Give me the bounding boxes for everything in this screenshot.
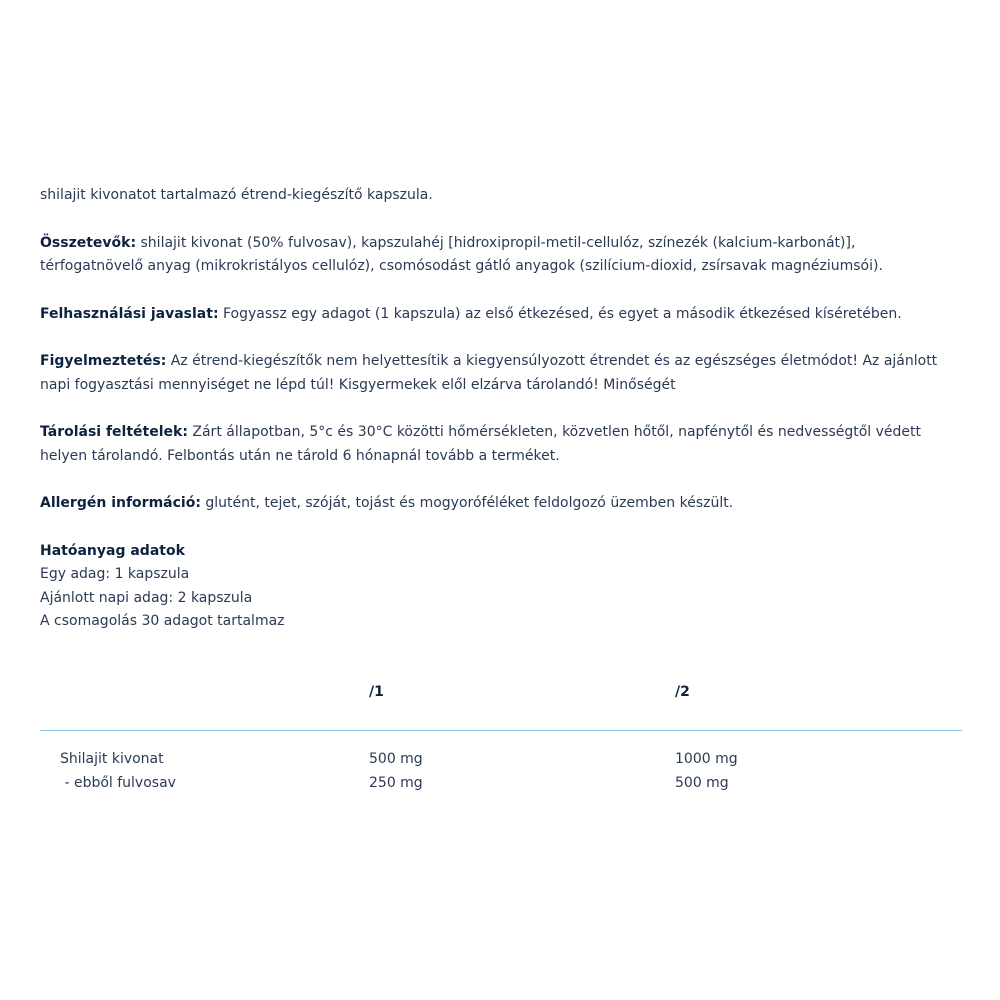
table-cell-ingredient: Shilajit kivonat <box>60 751 164 767</box>
active-ingredients-section <box>40 540 962 634</box>
usage-text: Fogyassz egy adagot (1 kapszula) az első étkezésed, és egyet a második étkezésed kíséretében. <box>218 305 902 322</box>
table-cell-per-1: 500 mg <box>369 751 423 767</box>
table-header <box>40 676 962 731</box>
storage-text: Zárt állapotban, 5°c és 30°C közötti hőmérsékleten, közvetlen hőtől, napfénytől és nedvességtől védett helyen tárolandó. Felbontás után ne tárold 6 hónapnál tovább a terméket. <box>40 424 922 464</box>
active-ingredients-heading: Hatóanyag adatok <box>40 542 185 559</box>
ingredients-label: Összetevők: <box>40 234 137 251</box>
table-body <box>40 731 962 798</box>
table-header-per-2: /2 <box>675 684 690 700</box>
allergen-section <box>40 492 962 516</box>
table-cell-ingredient: - ebből fulvosav <box>60 774 176 791</box>
usage-label: Felhasználási javaslat: <box>40 305 219 322</box>
storage-label: Tárolási feltételek: <box>40 424 188 440</box>
warning-text: Az étrend-kiegészítők nem helyettesítik a kiegyensúlyozott étrendet és az egészséges életmódot! Az ajánlott napi fogyasztási mennyiséget ne lépd túl! Kisgyermekek elől elzárva tárolandó! Minőségét <box>40 353 938 393</box>
table-cell-per-2: 500 mg <box>675 774 729 791</box>
usage-section <box>40 303 962 327</box>
ingredients-section <box>40 232 962 279</box>
daily-dose-line: Ajánlott napi adag: 2 kapszula <box>40 589 253 606</box>
ingredients-text: shilajit kivonat (50% fulvosav), kapszulahéj [hidroxipropil-metil-cellulóz, színezék (kalcium-karbonát)], térfogatnövelő anyag (mikrokristályos cellulóz), csomósodást gátló anyagok (szilícium-dioxid, zsírsavak magnéziumsói). <box>40 234 883 274</box>
table-row <box>40 775 962 799</box>
package-servings-line: A csomagolás 30 adagot tartalmaz <box>40 613 285 629</box>
serving-size-line: Egy adag: 1 kapszula <box>40 566 190 582</box>
allergen-text: glutént, tejet, szóját, tojást és mogyoróféléket feldolgozó üzemben készült. <box>200 495 734 511</box>
storage-section <box>40 421 962 468</box>
table-cell-per-2: 1000 mg <box>675 751 738 767</box>
warning-section <box>40 350 962 397</box>
allergen-label: Allergén információ: <box>40 495 201 511</box>
product-info <box>40 184 962 658</box>
product-intro: shilajit kivonatot tartalmazó étrend-kiegészítő kapszula. <box>40 187 433 203</box>
warning-label: Figyelmeztetés: <box>40 353 167 369</box>
table-row <box>40 751 962 775</box>
table-cell-per-1: 250 mg <box>369 774 423 791</box>
table-header-per-1: /1 <box>369 684 384 700</box>
active-ingredient-table <box>40 676 962 798</box>
